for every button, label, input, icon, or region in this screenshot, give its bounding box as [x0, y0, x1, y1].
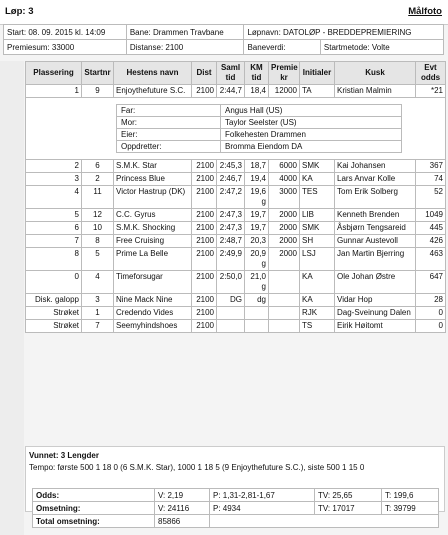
cell-premie: 2000 [269, 209, 300, 222]
cell-plassering: 2 [26, 160, 82, 173]
cell-dist: 2100 [192, 209, 217, 222]
detail-label: Far: [117, 105, 221, 117]
cell-navn[interactable]: Princess Blue [114, 173, 192, 186]
col-header[interactable]: Kusk [335, 62, 416, 85]
cell-km: 18,7 [245, 160, 269, 173]
tempo-text: Tempo: første 500 1 18 0 (6 S.M.K. Star), 1000 1 18 5 (9 Enjoythefuture S.C.), siste 500 1 15 0 [29, 463, 365, 472]
cell-km [245, 307, 269, 320]
cell-km: 19,7 [245, 209, 269, 222]
cell-km [245, 320, 269, 333]
cell-saml: 2:45,3 [217, 160, 245, 173]
cell-init: RJK [300, 307, 335, 320]
cell-init: KA [300, 271, 335, 294]
cell-dist: 2100 [192, 307, 217, 320]
col-header[interactable]: Startnr [82, 62, 114, 85]
start-method-cell: Startmetode: Volte [320, 40, 443, 55]
cell-navn[interactable]: Enjoythefuture S.C. [114, 85, 192, 98]
table-row[interactable] [26, 186, 446, 209]
table-row[interactable] [26, 307, 446, 320]
cell-odds: 463 [416, 248, 446, 271]
cell-saml: 2:47,3 [217, 222, 245, 235]
cell-premie [269, 294, 300, 307]
cell-km: 19,6 g [245, 186, 269, 209]
cell-premie: 2000 [269, 222, 300, 235]
cell-startnr: 10 [82, 222, 114, 235]
cell-navn[interactable]: Victor Hastrup (DK) [114, 186, 192, 209]
cell-odds: 0 [416, 307, 446, 320]
table-row[interactable] [26, 173, 446, 186]
turnover-label: Omsetning: [33, 502, 155, 515]
detail-oppdretter-row [117, 141, 402, 153]
cell-dist: 2100 [192, 85, 217, 98]
cell-navn[interactable]: S.M.K. Star [114, 160, 192, 173]
cell-kusk: Dag-Sveinung Dalen [335, 307, 416, 320]
cell-startnr: 5 [82, 248, 114, 271]
detail-far-row [117, 105, 402, 117]
horse-detail-row [26, 98, 446, 160]
cell-saml [217, 307, 245, 320]
cell-kusk: Jan Martin Bjerring [335, 248, 416, 271]
detail-value: Bromma Eiendom DA [221, 141, 402, 153]
total-spacer [210, 515, 439, 528]
cell-dist: 2100 [192, 294, 217, 307]
cell-km: 19,4 [245, 173, 269, 186]
cell-km: 20,3 [245, 235, 269, 248]
cell-startnr: 8 [82, 235, 114, 248]
odds-t: T: 199,6 [382, 489, 439, 502]
cell-dist: 2100 [192, 186, 217, 209]
cell-plassering: 5 [26, 209, 82, 222]
cell-saml: DG [217, 294, 245, 307]
detail-value: Angus Hall (US) [221, 105, 402, 117]
cell-kusk: Eirik Høitomt [335, 320, 416, 333]
cell-navn[interactable]: Credendo Vides [114, 307, 192, 320]
col-header[interactable]: Hestens navn [114, 62, 192, 85]
cell-plassering: 0 [26, 271, 82, 294]
cell-init: SMK [300, 160, 335, 173]
cell-kusk: Tom Erik Solberg [335, 186, 416, 209]
cell-navn[interactable]: C.C. Gyrus [114, 209, 192, 222]
cell-init: TS [300, 320, 335, 333]
col-header[interactable]: KM tid [245, 62, 269, 85]
results-header-row [26, 62, 446, 85]
table-row[interactable] [26, 85, 446, 98]
col-header[interactable]: Plassering [26, 62, 82, 85]
table-row[interactable] [26, 209, 446, 222]
cell-plassering: 8 [26, 248, 82, 271]
cell-dist: 2100 [192, 248, 217, 271]
cell-kusk: Ole Johan Østre [335, 271, 416, 294]
cell-plassering: 6 [26, 222, 82, 235]
cell-premie: 6000 [269, 160, 300, 173]
cell-odds: 426 [416, 235, 446, 248]
cell-navn[interactable]: Prime La Belle [114, 248, 192, 271]
detail-value: Folkehesten Drammen [221, 129, 402, 141]
cell-startnr: 7 [82, 320, 114, 333]
cell-kusk: Kenneth Brenden [335, 209, 416, 222]
cell-plassering: 3 [26, 173, 82, 186]
cell-odds: 647 [416, 271, 446, 294]
cell-init: KA [300, 173, 335, 186]
cell-premie: 2000 [269, 248, 300, 271]
cell-odds: 0 [416, 320, 446, 333]
left-margin [0, 61, 24, 535]
cell-dist: 2100 [192, 222, 217, 235]
total-turnover: 85866 [155, 515, 210, 528]
cell-plassering: Strøket [26, 320, 82, 333]
detail-mor-row [117, 117, 402, 129]
table-row[interactable] [26, 294, 446, 307]
odds-v: V: 2,19 [155, 489, 210, 502]
cell-saml: 2:47,3 [217, 209, 245, 222]
cell-startnr: 11 [82, 186, 114, 209]
cell-saml: 2:50,0 [217, 271, 245, 294]
cell-startnr: 9 [82, 85, 114, 98]
cell-dist: 2100 [192, 160, 217, 173]
cell-navn[interactable]: S.M.K. Shocking [114, 222, 192, 235]
start-cell: Start: 08. 09. 2015 kl. 14:09 [4, 25, 127, 40]
cell-km: 20,9 g [245, 248, 269, 271]
cell-km: 19,7 [245, 222, 269, 235]
cell-plassering: 1 [26, 85, 82, 98]
distance-cell: Distanse: 2100 [126, 40, 244, 55]
cell-premie: 4000 [269, 173, 300, 186]
total-turnover-label: Total omsetning: [33, 515, 155, 528]
summary-box [25, 446, 445, 526]
cell-kusk: Kristian Malmin [335, 85, 416, 98]
col-header[interactable]: Evt odds [416, 62, 446, 85]
turnover-v: V: 24116 [155, 502, 210, 515]
detail-label: Oppdretter: [117, 141, 221, 153]
cell-init: SH [300, 235, 335, 248]
turnover-t: T: 39799 [382, 502, 439, 515]
table-row[interactable] [26, 160, 446, 173]
table-row[interactable] [26, 235, 446, 248]
cell-odds: *21 [416, 85, 446, 98]
cell-startnr: 2 [82, 173, 114, 186]
cell-dist: 2100 [192, 235, 217, 248]
race-name-cell: Løpnavn: DATOLØP - BREDDEPREMIERING [244, 25, 444, 40]
horse-detail-cell [26, 98, 446, 160]
cell-premie: 12000 [269, 85, 300, 98]
cell-navn[interactable]: Seemyhindshoes [114, 320, 192, 333]
cell-startnr: 3 [82, 294, 114, 307]
cell-kusk: Åsbjørn Tengsareid [335, 222, 416, 235]
race-info-table [3, 24, 444, 55]
cell-saml: 2:48,7 [217, 235, 245, 248]
odds-label: Odds: [33, 489, 155, 502]
detail-label: Eier: [117, 129, 221, 141]
cell-startnr: 12 [82, 209, 114, 222]
cell-premie: 2000 [269, 235, 300, 248]
cell-odds: 445 [416, 222, 446, 235]
cell-premie: 3000 [269, 186, 300, 209]
won-by-text: Vunnet: 3 Lengder [29, 451, 99, 460]
cell-navn[interactable]: Nine Mack Nine [114, 294, 192, 307]
cell-kusk: Lars Anvar Kolle [335, 173, 416, 186]
cell-kusk: Gunnar Austevoll [335, 235, 416, 248]
cell-kusk: Vidar Hop [335, 294, 416, 307]
cell-init: KA [300, 294, 335, 307]
odds-table [32, 488, 439, 528]
table-row[interactable] [26, 271, 446, 294]
col-header[interactable]: Premie kr [269, 62, 300, 85]
cell-plassering: Disk. galopp [26, 294, 82, 307]
cell-navn[interactable]: Free Cruising [114, 235, 192, 248]
results-table [25, 61, 446, 333]
cell-odds: 367 [416, 160, 446, 173]
cell-init: LIB [300, 209, 335, 222]
col-header[interactable]: Saml tid [217, 62, 245, 85]
cell-premie [269, 271, 300, 294]
cell-premie [269, 307, 300, 320]
track-cell: Bane: Drammen Travbane [126, 25, 244, 40]
col-header[interactable]: Initialer [300, 62, 335, 85]
table-row[interactable] [26, 222, 446, 235]
track-value-cell: Baneverdi: [244, 40, 320, 55]
detail-value: Taylor Seelster (US) [221, 117, 402, 129]
table-row[interactable] [26, 248, 446, 271]
cell-dist: 2100 [192, 271, 217, 294]
cell-saml [217, 320, 245, 333]
cell-plassering: Strøket [26, 307, 82, 320]
cell-odds: 74 [416, 173, 446, 186]
turnover-tv: TV: 17017 [315, 502, 382, 515]
cell-dist: 2100 [192, 320, 217, 333]
table-row[interactable] [26, 320, 446, 333]
col-header[interactable]: Dist [192, 62, 217, 85]
cell-startnr: 1 [82, 307, 114, 320]
cell-kusk: Kai Johansen [335, 160, 416, 173]
cell-plassering: 7 [26, 235, 82, 248]
cell-init: LSJ [300, 248, 335, 271]
cell-odds: 1049 [416, 209, 446, 222]
cell-init: TES [300, 186, 335, 209]
prize-sum-cell: Premiesum: 33000 [4, 40, 127, 55]
cell-km: dg [245, 294, 269, 307]
cell-init: SMK [300, 222, 335, 235]
cell-saml: 2:46,7 [217, 173, 245, 186]
cell-km: 21,0 g [245, 271, 269, 294]
detail-eier-row [117, 129, 402, 141]
cell-dist: 2100 [192, 173, 217, 186]
title-bar [0, 0, 448, 25]
cell-odds: 28 [416, 294, 446, 307]
cell-startnr: 4 [82, 271, 114, 294]
photo-finish-link[interactable]: Målfoto [408, 6, 442, 17]
cell-odds: 52 [416, 186, 446, 209]
cell-navn[interactable]: Timeforsugar [114, 271, 192, 294]
cell-init: TA [300, 85, 335, 98]
cell-startnr: 6 [82, 160, 114, 173]
odds-tv: TV: 25,65 [315, 489, 382, 502]
cell-km: 18,4 [245, 85, 269, 98]
odds-p: P: 1,31-2,81-1,67 [210, 489, 315, 502]
cell-plassering: 4 [26, 186, 82, 209]
cell-saml: 2:49,9 [217, 248, 245, 271]
detail-label: Mor: [117, 117, 221, 129]
race-title: Løp: 3 [5, 6, 34, 17]
cell-saml: 2:44,7 [217, 85, 245, 98]
horse-detail-table [116, 104, 402, 153]
cell-saml: 2:47,2 [217, 186, 245, 209]
turnover-p: P: 4934 [210, 502, 315, 515]
cell-premie [269, 320, 300, 333]
